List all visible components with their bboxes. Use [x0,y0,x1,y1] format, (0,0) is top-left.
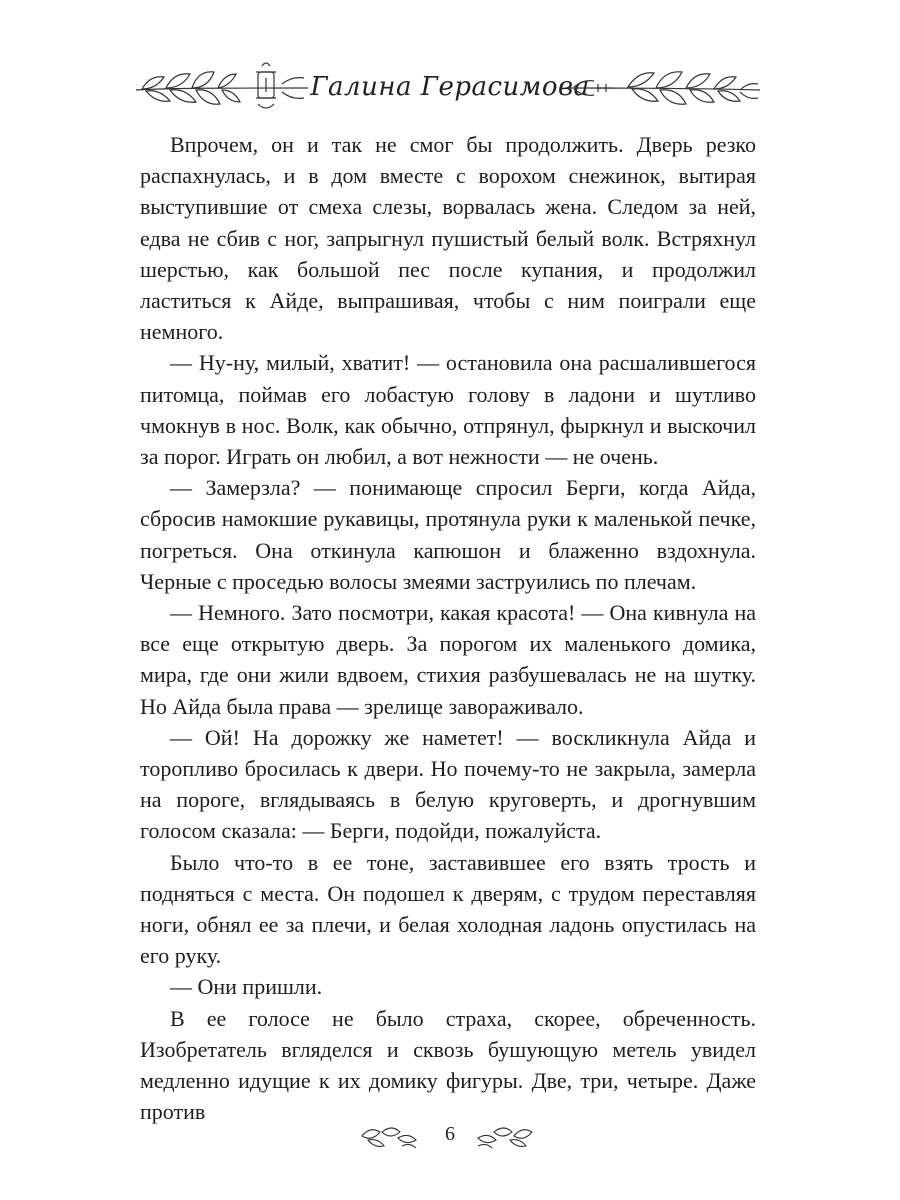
paragraph: — Ну-ну, милый, хватит! — остановила она расшалившегося питомца, поймав его лобастую голову в ладони и шутливо чмокнув в нос. Волк, как обычно, отпрянул, фыркнул и выскочил за порог. Играть он любил, а вот нежности — не очень. [140,350,756,470]
paragraph: — Ой! На дорожку же наметет! — воскликнула Айда и торопливо бросилась к двери. Но почему-то не закрыла, замерла на пороге, вглядываясь в белую круговерть, и дрогнувшим голосом сказала: — Берги, подойди, пожалуйста. [140,724,756,844]
laurel-branch-icon [568,62,764,118]
paragraph: В ее голосе не было страха, скорее, обреченность. Изобретатель вгляделся и сквозь бушующую метель увидел медленно идущие к их домику фигуры. Две, три, четыре. Даже против [140,1005,756,1125]
running-header-author: Галина Герасимова [310,72,590,102]
paragraph: — Они пришли. [170,974,323,1000]
leaf-cluster-icon [470,1122,536,1152]
body-text [140,129,756,1128]
paragraph: Было что-то в ее тоне, заставившее его взять трость и подняться с места. Он подошел к дверям, с трудом переставляя ноги, обнял ее за плечи, и белая холодная ладонь опустилась на его руку. [140,849,756,969]
paragraph: — Немного. Зато посмотри, какая красота! — Она кивнула на все еще открытую дверь. За порогом их маленького домика, мира, где они жили вдвоем, стихия разбушевалась не на шутку. Но Айда была права — зрелище завораживало. [140,600,756,719]
page-footer [0,1118,900,1158]
paragraph: Впрочем, он и так не смог бы продолжить. Дверь резко распахнулась, и в дом вместе с ворохом снежинок, вытирая выступившие от смеха слезы, ворвалась жена. Следом за ней, едва не сбив с ног, запрыгнул пушистый белый волк. Встряхнул шерстью, как большой пес после купания, и продолжил ластиться к Айде, выпрашивая, чтобы с ним поиграли еще немного. [140,132,756,345]
page-header [0,52,900,132]
page-number: 6 [445,1123,455,1145]
paragraph: — Замерзла? — понимающе спросил Берги, когда Айда, сбросив намокшие рукавицы, протянула руки к маленькой печке, погреться. Она откинула капюшон и блаженно вздохнула. Черные с проседью волосы змеями заструились по плечам. [140,475,756,594]
